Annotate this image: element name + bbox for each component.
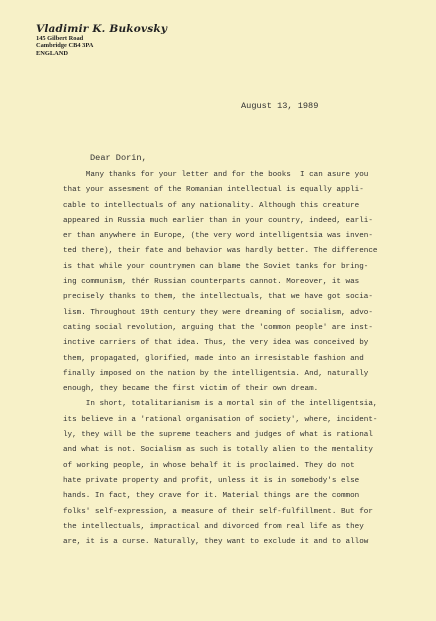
body-line: of working people, in whose behalf it is proclaimed. They do not <box>63 461 355 470</box>
body-line: appeared in Russia much earlier than in your country, indeed, earli- <box>63 216 373 225</box>
body-line: cating social revolution, arguing that the 'common people' are inst- <box>63 323 373 332</box>
body-line: hands. In fact, they crave for it. Material things are the common <box>63 492 360 501</box>
body-line: finally imposed on the nation by the intelligentsia. And, naturally <box>63 369 369 378</box>
body-line: lism. Throughout 19th century they were dreaming of socialism, advo- <box>63 308 373 317</box>
body-line: er than anywhere in Europe, (the very word intelligentsia was inven- <box>63 232 373 241</box>
letter-body <box>63 168 433 550</box>
body-line: ted there), their fate and behavior was hardly better. The difference <box>63 247 378 256</box>
sender-name: Vladimir K. Bukovsky <box>36 23 168 35</box>
body-line: are, it is a curse. Naturally, they want to exclude it and to allow <box>63 538 369 547</box>
letter-date: August 13, 1989 <box>241 101 319 111</box>
body-line: inctive carriers of that idea. Thus, the very idea was conceived by <box>63 339 369 348</box>
body-line: ing communism, thér Russian counterparts cannot. Moreover, it was <box>63 278 360 287</box>
body-line: its believe in a 'rational organisation of society', where, incident- <box>63 415 378 424</box>
body-line: enough, they became the first victim of their own dream. <box>63 385 319 394</box>
body-line: folks' self-expression, a measure of their self-fulfillment. But for <box>63 507 373 516</box>
address-line-country: ENGLAND <box>36 49 68 57</box>
body-line: that your assesment of the Romanian intellectual is equally appli- <box>63 186 364 195</box>
body-line: hate private property and profit, unless it is in somebody's else <box>63 476 360 485</box>
body-line: Many thanks for your letter and for the books I can asure you <box>63 171 369 179</box>
salutation: Dear Dorin, <box>90 153 147 163</box>
body-line: cable to intellectuals of any nationality. Although this creature <box>63 201 360 210</box>
body-line: In short, totalitarianism is a mortal sin of the intelligentsia, <box>63 400 378 409</box>
body-line: precisely thanks to them, the intellectuals, that we have got socia- <box>63 293 373 302</box>
body-line: ly, they will be the supreme teachers and judges of what is rational <box>63 431 373 440</box>
address-line-city: Cambridge CB4 3PA <box>36 42 94 50</box>
body-line: the intellectuals, impractical and divorced from real life as they <box>63 522 364 531</box>
body-line: is that while your countrymen can blame the Soviet tanks for bring- <box>63 262 369 271</box>
address-line-street: 145 Gilbert Road <box>36 35 84 42</box>
letterhead <box>36 23 216 57</box>
body-line: and what is not. Socialism as such is totally alien to the mentality <box>63 446 373 455</box>
body-line: them, propagated, glorified, made into an irresistable fashion and <box>63 354 364 363</box>
